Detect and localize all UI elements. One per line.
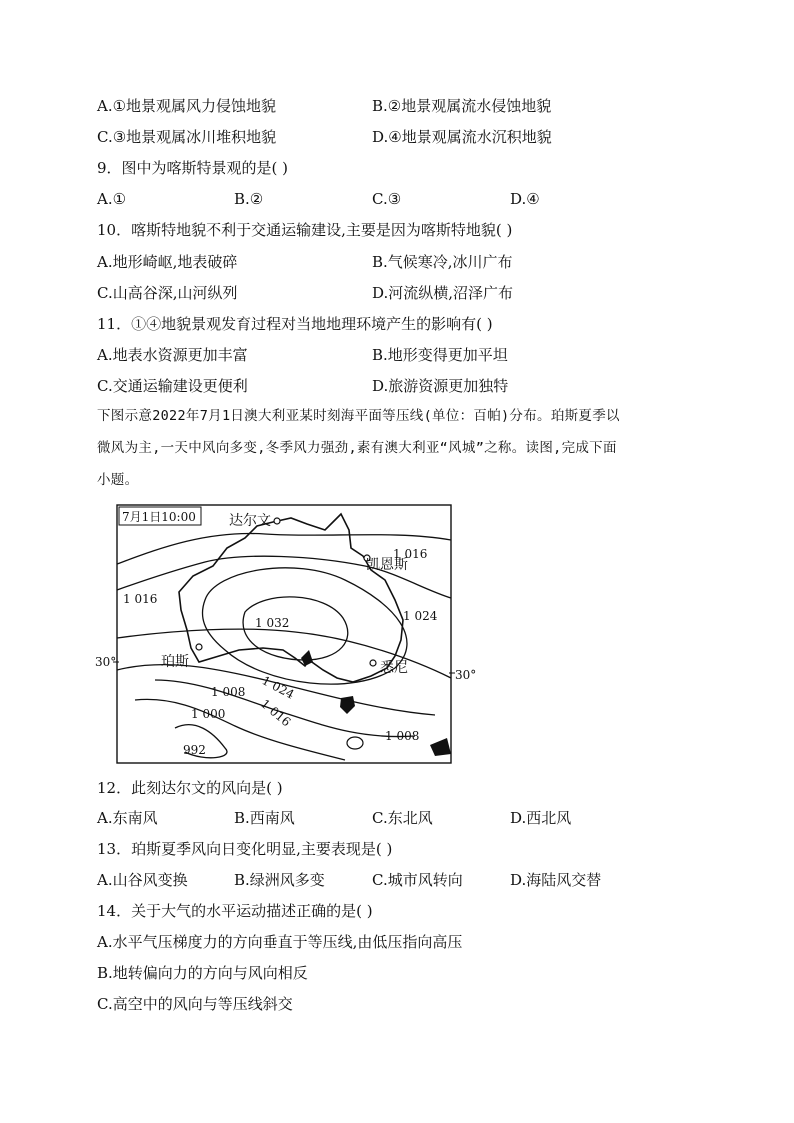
material-intro-line3: 小题。: [97, 472, 139, 488]
isobar-label: 1 000: [191, 707, 226, 721]
q8-option-c: C.③地景观属冰川堆积地貌: [97, 128, 277, 146]
isobar-label: 1 008: [385, 729, 420, 743]
q10-option-d: D.河流纵横,沼泽广布: [372, 284, 514, 302]
q14-stem: 14．关于大气的水平运动描述正确的是( ): [97, 902, 373, 920]
q9-option-c: C.③: [372, 190, 402, 208]
q8-option-a: A.①地景观属风力侵蚀地貌: [97, 97, 277, 115]
q12-option-b: B.西南风: [234, 809, 295, 827]
isobar-label: 1 032: [255, 616, 290, 630]
city-sydney: 悉尼: [380, 660, 408, 676]
q13-option-a: A.山谷风变换: [97, 871, 188, 889]
isobar-label: 1 024: [259, 673, 297, 702]
q13-option-b: B.绿洲风多变: [234, 871, 325, 889]
isobar-label: 1 016: [123, 592, 158, 606]
q13-option-d: D.海陆风交替: [510, 871, 602, 889]
darwin-marker: [274, 518, 280, 524]
q10-stem: 10．喀斯特地貌不利于交通运输建设,主要是因为喀斯特地貌( ): [97, 221, 513, 239]
q13-stem: 13．珀斯夏季风向日变化明显,主要表现是( ): [97, 840, 393, 858]
q10-option-a: A.地形崎岖,地表破碎: [97, 253, 238, 271]
q14-option-b: B.地转偏向力的方向与风向相反: [97, 964, 308, 982]
q13-option-c: C.城市风转向: [372, 871, 463, 889]
q11-option-c: C.交通运输建设更便利: [97, 377, 248, 395]
q11-option-b: B.地形变得更加平坦: [372, 346, 508, 364]
q11-option-d: D.旅游资源更加独特: [372, 377, 509, 395]
q9-option-b: B.②: [234, 190, 264, 208]
isobar-label: 1 008: [211, 685, 246, 699]
q10-option-b: B.气候寒冷,冰川广布: [372, 253, 513, 271]
q12-option-c: C.东北风: [372, 809, 433, 827]
isobar-label: 1 016: [258, 696, 294, 730]
lat-label-left: 30°: [95, 655, 117, 669]
q9-stem: 9．图中为喀斯特景观的是( ): [97, 159, 289, 177]
city-darwin: 达尔文: [229, 513, 271, 529]
q12-stem: 12．此刻达尔文的风向是( ): [97, 779, 283, 797]
q14-option-a: A.水平气压梯度力的方向垂直于等压线,由低压指向高压: [97, 933, 463, 951]
material-intro-line1: 下图示意2022年7月1日澳大利亚某时刻海平面等压线(单位：百帕)分布。珀斯夏季以: [97, 408, 620, 424]
lat-label-right: 30°: [455, 668, 477, 682]
q9-option-a: A.①: [97, 190, 127, 208]
isobar-map: [95, 500, 480, 765]
material-intro-line2: 微风为主,一天中风向多变,冬季风力强劲,素有澳大利亚“风城”之称。读图,完成下面: [97, 440, 617, 456]
q9-option-d: D.④: [510, 190, 540, 208]
q10-option-c: C.山高谷深,山河纵列: [97, 284, 238, 302]
isobar-label: 1 016: [393, 547, 428, 561]
q11-stem: 11．①④地貌景观发育过程对当地地理环境产生的影响有( ): [97, 315, 493, 333]
city-cairns: 凯恩斯: [366, 557, 408, 573]
perth-marker: [196, 644, 202, 650]
city-perth: 珀斯: [161, 654, 189, 670]
q11-option-a: A.地表水资源更加丰富: [97, 346, 248, 364]
time-label: 7月1日10:00: [122, 510, 196, 524]
q12-option-a: A.东南风: [97, 809, 158, 827]
sydney-marker: [370, 660, 376, 666]
q14-option-c: C.高空中的风向与等压线斜交: [97, 995, 293, 1013]
q8-option-d: D.④地景观属流水沉积地貌: [372, 128, 552, 146]
isobar-label: 992: [183, 743, 206, 757]
isobar-label: 1 024: [403, 609, 438, 623]
q12-option-d: D.西北风: [510, 809, 572, 827]
q8-option-b: B.②地景观属流水侵蚀地貌: [372, 97, 552, 115]
